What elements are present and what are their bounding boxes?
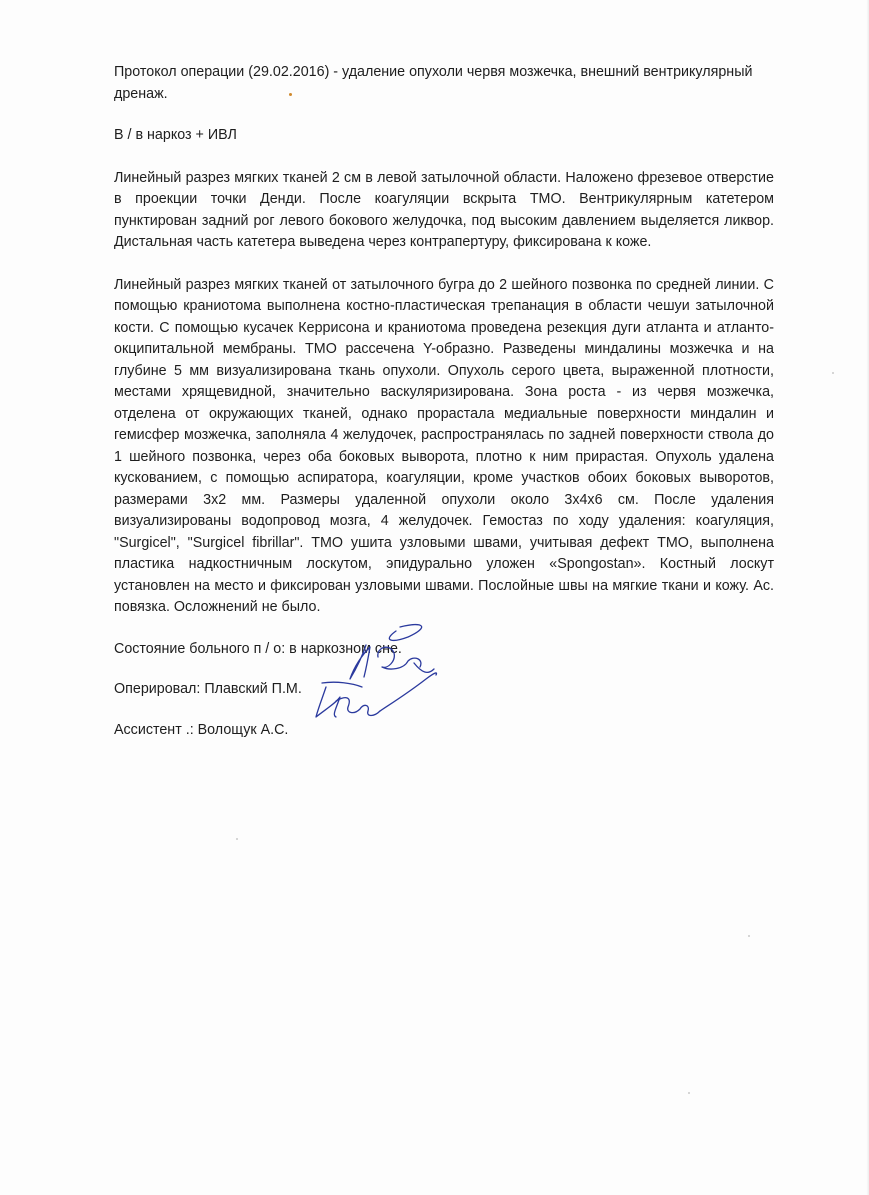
protocol-title: [114, 62, 774, 105]
protocol-title-line-1: Протокол операции (29.02.2016) - удаление опухоли червя мозжечка, внешний вентрикулярный: [114, 64, 753, 80]
paragraph-line: кости. С помощью кусачек Керрисона и краниотома проведена резекция дуги атланта и атланто-: [114, 319, 774, 336]
signature-drawing: [296, 617, 456, 727]
paragraph-line: 1 шейного позвонка, через оба боковых выворота, плотно к ним прирастая. Опухоль удалена: [114, 448, 774, 465]
surgeon-line: Оперировал: Плавский П.М.: [114, 681, 302, 697]
dust-speck: [236, 838, 238, 840]
paragraph-line: помощью краниотома выполнена костно-пластическая трепанация в области чешуи затылочной: [114, 298, 774, 314]
paragraph-line: глубине 5 мм визуализирована ткань опухоли. Опухоль серого цвета, выраженной плотности,: [114, 362, 774, 379]
paragraph-line: Линейный разрез мягких тканей от затылочного бугра до 2 шейного позвонка по средней линии. С: [114, 276, 774, 293]
paragraph-line: окципитальной мембраны. ТМО рассечена Y-образно. Разведены миндалины мозжечка и на: [114, 341, 774, 357]
dust-speck: [688, 1092, 690, 1094]
paragraph-line: пластика надкостничным лоскутом, эпидурально уложен «Spongostan». Костный лоскут: [114, 556, 774, 572]
handwritten-signature: [296, 617, 456, 727]
anesthesia-line: В / в наркоз + ИВЛ: [114, 127, 237, 143]
paragraph-line: кускованием, с помощью аспиратора, коагуляции, кроме участков обоих боковых выворотов,: [114, 470, 774, 486]
paragraph-line: Дистальная часть катетера выведена через контрапертуру, фиксирована к коже.: [114, 234, 652, 250]
paragraph-tumor-removal: [114, 275, 774, 619]
paragraph-line: гемисфер мозжечка, заполняла 4 желудочек, распространялась по задней поверхности ствола до: [114, 427, 774, 443]
paragraph-line: пунктирован задний рог левого бокового желудочка, под высоким давлением выделяется ликвор.: [114, 212, 774, 229]
protocol-title-line-2: дренаж.: [114, 85, 168, 102]
paragraph-line: местами хрящевидной, значительно васкуляризирована. Зона роста - из червя мозжечка,: [114, 384, 774, 400]
dust-speck: [832, 372, 834, 374]
dust-speck: [748, 935, 750, 937]
patient-state-line: Состояние больного п / о: в наркозном сне.: [114, 640, 402, 657]
paragraph-line: Линейный разрез мягких тканей 2 см в левой затылочной области. Наложено фрезевое отверстие: [114, 169, 774, 186]
paragraph-line: отделена от окружающих тканей, однако прорастала медиальные поверхности миндалин и: [114, 405, 774, 422]
paragraph-line: визуализированы водопровод мозга, 4 желудочек. Гемостаз по ходу удаления: коагуляция,: [114, 513, 774, 529]
paragraph-line: установлен на место и фиксирован узловыми швами. Послойные швы на мягкие ткани и кожу. Ас.: [114, 577, 774, 594]
paragraph-line: "Surgicel", "Surgicel fibrillar". ТМО ушита узловыми швами, учитывая дефект ТМО, выполнена: [114, 534, 774, 551]
assistant-line: Ассистент .: Волощук А.С.: [114, 721, 289, 738]
paragraph-line: размерами 3х2 мм. Размеры удаленной опухоли около 3х4х6 см. После удаления: [114, 491, 774, 508]
paragraph-ventricular-drainage: [114, 168, 774, 254]
paragraph-line: повязка. Осложнений не было.: [114, 599, 321, 615]
paragraph-line: в проекции точки Денди. После коагуляции вскрыта ТМО. Вентрикулярным катетером: [114, 191, 774, 207]
